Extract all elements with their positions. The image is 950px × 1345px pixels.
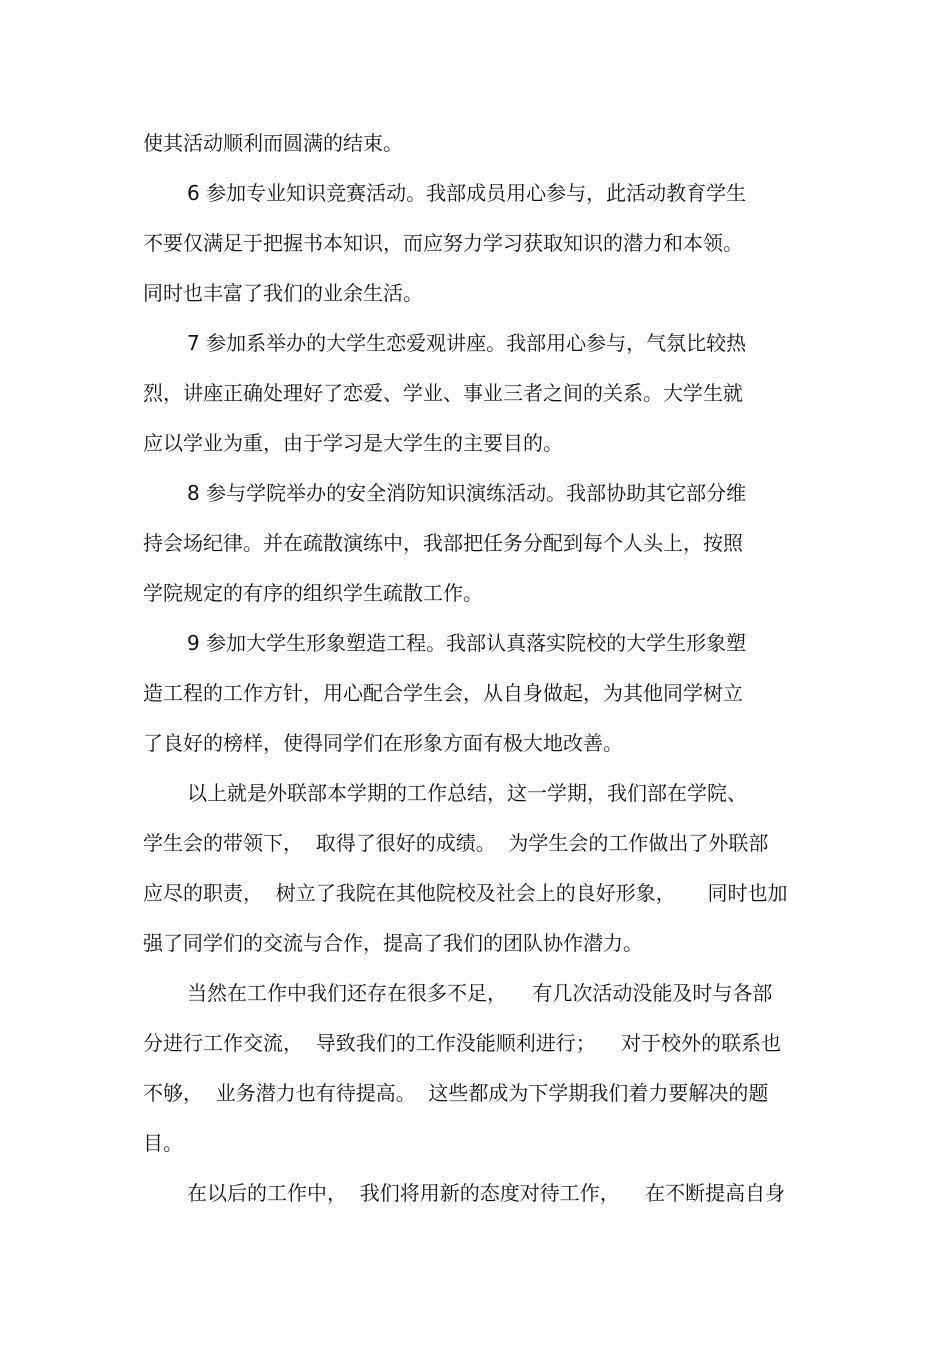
text-line: 在以后的工作中， 我们将用新的态度对待工作， 在不断提高自身	[187, 1181, 786, 1205]
text-line: 不要仅满足于把握书本知识，而应努力学习获取知识的潜力和本领。	[143, 231, 743, 255]
text-line: 目。	[143, 1131, 183, 1155]
text-line: 不够， 业务潜力也有待提高。 这些都成为下学期我们着力要解决的题	[143, 1081, 769, 1105]
text-line: 9 参加大学生形象塑造工程。我部认真落实院校的大学生形象塑	[187, 631, 747, 655]
text-line: 使其活动顺利而圆满的结束。	[143, 131, 403, 155]
text-line: 造工程的工作方针，用心配合学生会，从自身做起，为其他同学树立	[143, 681, 743, 705]
text-line: 当然在工作中我们还存在很多不足， 有几次活动没能及时与各部	[187, 981, 773, 1005]
text-line: 学生会的带领下， 取得了很好的成绩。 为学生会的工作做出了外联部	[143, 831, 769, 855]
text-line: 应尽的职责， 树立了我院在其他院校及社会上的良好形象， 同时也加	[143, 881, 788, 905]
text-line: 学院规定的有序的组织学生疏散工作。	[143, 581, 483, 605]
text-line: 强了同学们的交流与合作，提高了我们的团队协作潜力。	[143, 931, 643, 955]
text-line: 8 参与学院举办的安全消防知识演练活动。我部协助其它部分维	[187, 481, 747, 505]
text-line: 6 参加专业知识竞赛活动。我部成员用心参与，此活动教育学生	[187, 181, 747, 205]
text-line: 应以学业为重，由于学习是大学生的主要目的。	[143, 431, 563, 455]
text-line: 分进行工作交流， 导致我们的工作没能顺利进行； 对于校外的联系也	[143, 1031, 782, 1055]
text-line: 以上就是外联部本学期的工作总结，这一学期，我们部在学院、	[187, 781, 747, 805]
text-line: 了良好的榜样，使得同学们在形象方面有极大地改善。	[143, 731, 623, 755]
text-line: 烈，讲座正确处理好了恋爱、学业、事业三者之间的关系。大学生就	[143, 381, 743, 405]
text-line: 持会场纪律。并在疏散演练中，我部把任务分配到每个人头上，按照	[143, 531, 743, 555]
text-line: 7 参加系举办的大学生恋爱观讲座。我部用心参与，气氛比较热	[187, 331, 747, 355]
text-line: 同时也丰富了我们的业余生活。	[143, 281, 423, 305]
